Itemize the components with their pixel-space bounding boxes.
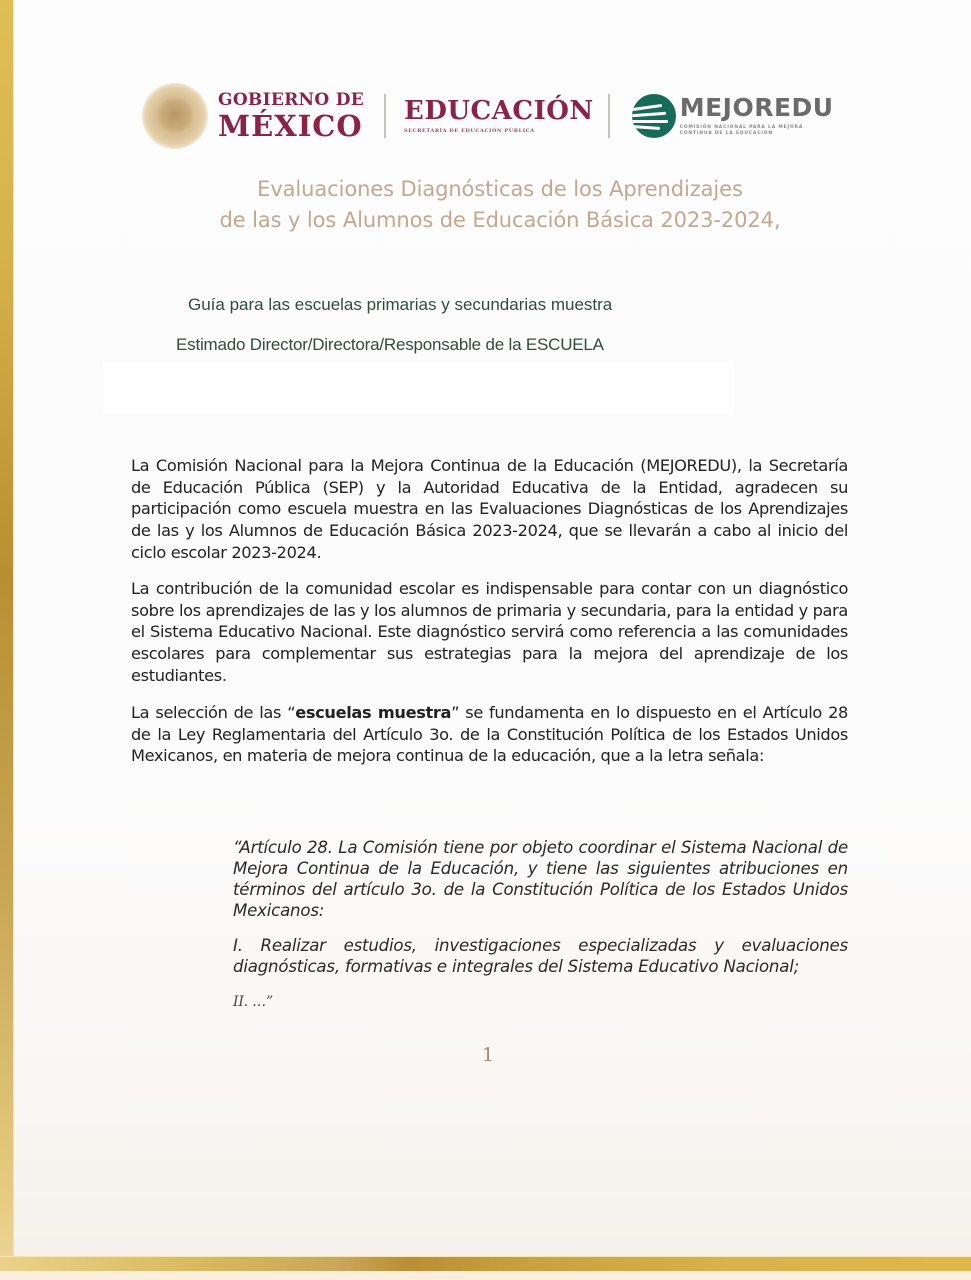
paragraph-text bbox=[131, 702, 848, 767]
blank-field-box bbox=[103, 362, 735, 414]
title-line-2: de las y los Alumnos de Educación Básica 2023-2024, bbox=[219, 208, 781, 232]
body-paragraph-1 bbox=[131, 455, 848, 564]
paragraph-post: ” se fundamenta en lo dispuesto en el Artículo 28 de la Ley Reglamentaria del Artículo 3o. de la Constitución Política de los Estados Unidos Mexicanos, en materia de mejora continua de la educación, que a la letra señala: bbox=[131, 703, 848, 766]
quote-item-2: II. …” bbox=[233, 994, 273, 1010]
educacion-title: EDUCACIÓN bbox=[404, 96, 594, 126]
title-line-1: Evaluaciones Diagnósticas de los Aprendizajes bbox=[257, 177, 743, 201]
mejoredu-emblem-icon bbox=[632, 94, 676, 138]
national-seal-icon bbox=[142, 83, 208, 149]
quote-item-1: I. Realizar estudios, investigaciones especializadas y evaluaciones diagnósticas, formativas e integrales del Sistema Educativo Nacional; bbox=[233, 936, 848, 976]
mejoredu-subtitle: COMISIÓN NACIONAL PARA LA MEJORA CONTINUA DE LA EDUCACIÓN bbox=[679, 125, 804, 136]
paragraph-pre: La selección de las “ bbox=[131, 703, 296, 722]
paragraph-text: La Comisión Nacional para la Mejora Continua de la Educación (MEJOREDU), la Secretaría de Educación Pública (SEP) y la Autoridad Educativa de la Entidad, agradecen su participación como escuela muestra en las Evaluaciones Diagnósticas de los Aprendizajes de las y los Alumnos de Educación Básica 2023-2024, que se llevarán a cabo al inicio del ciclo escolar 2023-2024. bbox=[131, 456, 848, 562]
gobierno-line2: MÉXICO bbox=[218, 108, 363, 143]
bottom-strip bbox=[0, 1271, 971, 1280]
body-paragraph-2 bbox=[131, 578, 848, 687]
mejoredu-title: MEJOREDU bbox=[679, 93, 834, 123]
greeting-line: Estimado Director/Directora/Responsable de la ESCUELA bbox=[176, 335, 604, 354]
gold-border-bottom bbox=[0, 1256, 971, 1272]
logo-divider bbox=[608, 94, 610, 138]
quote-article-28: “Artículo 28. La Comisión tiene por objeto coordinar el Sistema Nacional de Mejora Continua de la Educación, y tiene las siguientes atribuciones en términos del artículo 3o. de la Constitución Política de los Estados Unidos Mexicanos: bbox=[233, 838, 848, 920]
document-title bbox=[150, 174, 850, 236]
gold-border-left bbox=[0, 0, 13, 1270]
logo-divider bbox=[384, 94, 386, 138]
bold-term: escuelas muestra bbox=[295, 703, 452, 722]
educacion-subtitle: SECRETARÍA DE EDUCACIÓN PÚBLICA bbox=[404, 128, 535, 134]
gobierno-de-mexico-logo bbox=[218, 89, 364, 143]
educacion-logo bbox=[404, 98, 594, 134]
header-logos bbox=[142, 80, 834, 152]
document-subtitle: Guía para las escuelas primarias y secundarias muestra bbox=[188, 295, 613, 314]
mejoredu-logo bbox=[680, 95, 834, 137]
page-number: 1 bbox=[482, 1044, 495, 1066]
gobierno-line1: GOBIERNO DE bbox=[218, 89, 364, 110]
body-paragraph-3 bbox=[131, 702, 848, 767]
paragraph-text: La contribución de la comunidad escolar es indispensable para contar con un diagnóstico sobre los aprendizajes de las y los alumnos de primaria y secundaria, para la entidad y para el Sistema Educativo Nacional. Este diagnóstico servirá como referencia a las comunidades escolares para complementar sus estrategias para la mejora del aprendizaje de los estudiantes. bbox=[131, 579, 848, 685]
